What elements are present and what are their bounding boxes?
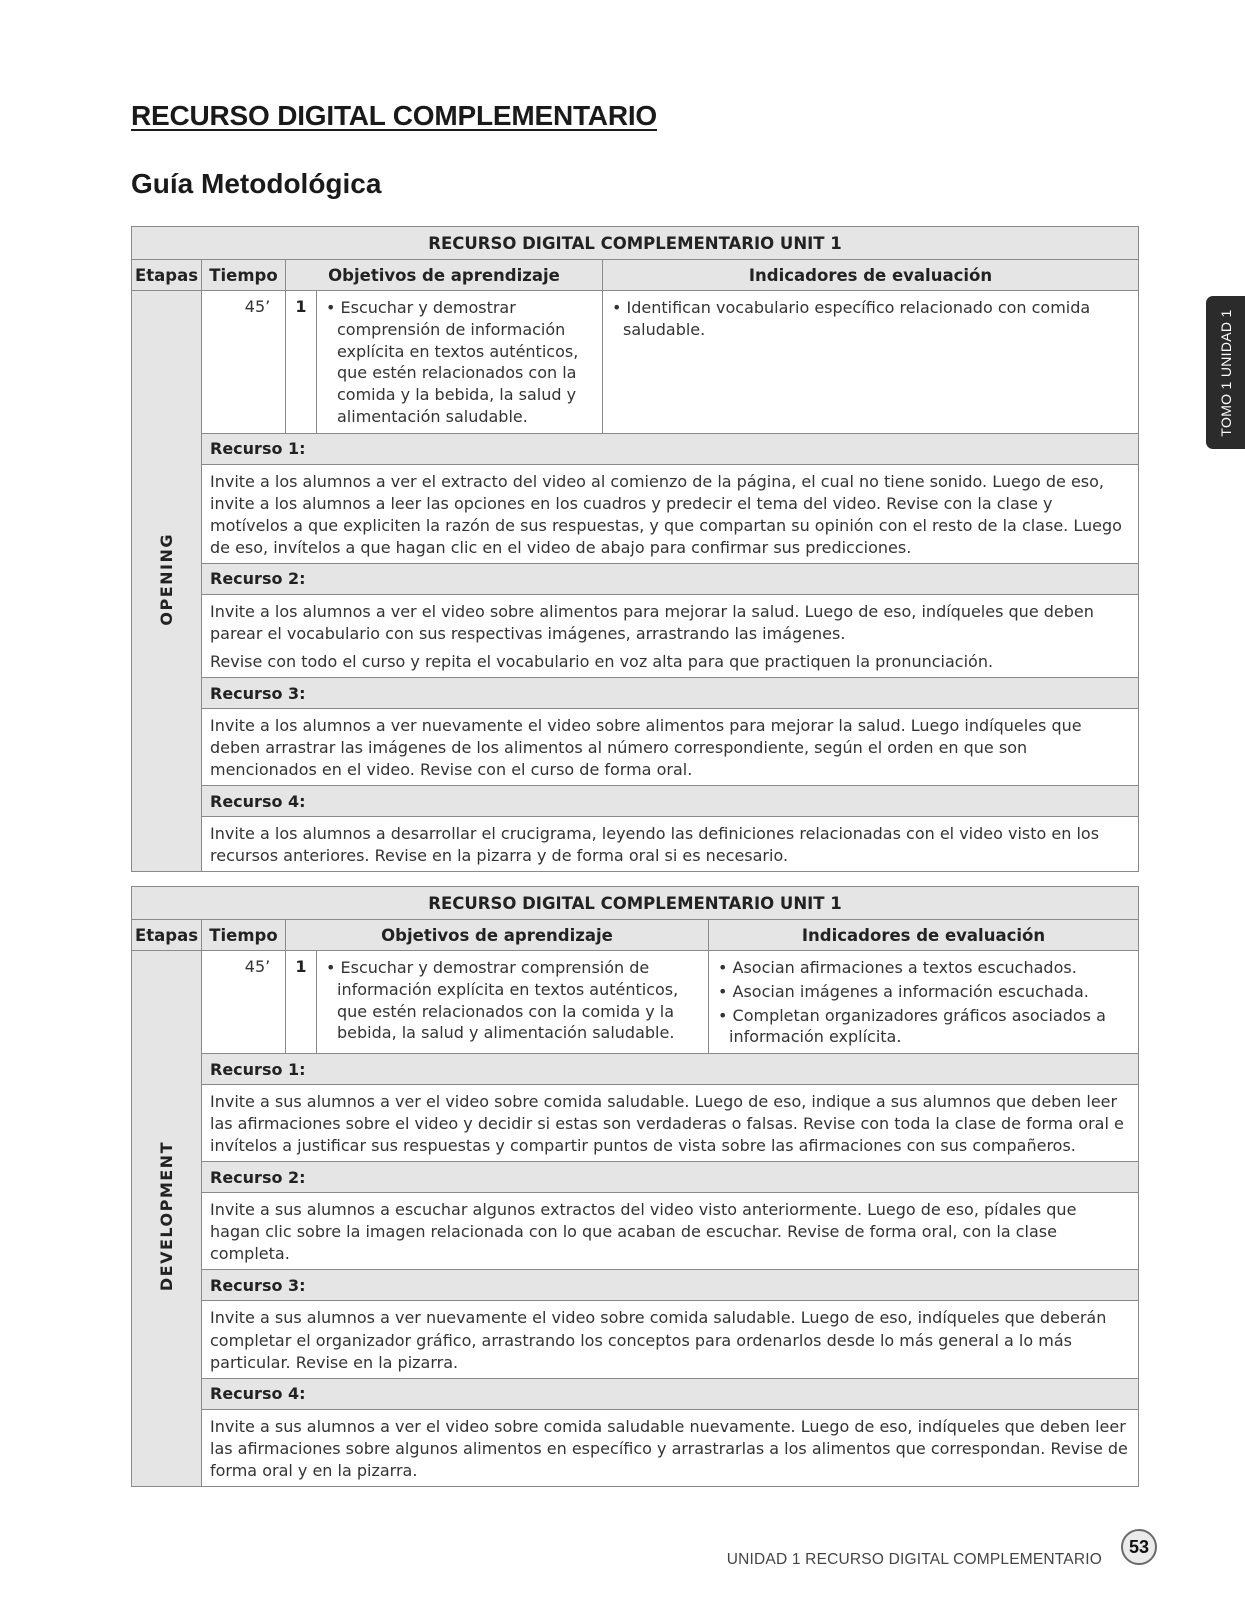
col-header-stage: Etapas xyxy=(132,920,202,951)
objectives-cell xyxy=(317,951,709,1054)
stage-label: OPENING xyxy=(157,532,176,626)
resource-heading: Recurso 3: xyxy=(202,1270,1139,1301)
indicators-cell xyxy=(709,951,1139,1054)
side-tab-label: TOMO 1 UNIDAD 1 xyxy=(1217,308,1234,437)
objective-number: 1 xyxy=(286,951,317,1054)
table-header: RECURSO DIGITAL COMPLEMENTARIO UNIT 1 xyxy=(132,887,1139,920)
indicator-item: • Asocian imágenes a información escuchada. xyxy=(718,981,1089,1001)
stage-cell xyxy=(132,291,202,872)
resource-heading: Recurso 1: xyxy=(202,433,1139,464)
resource-text: Invite a sus alumnos a escuchar algunos extractos del video visto anteriormente. Luego de eso, pídales que hagan clic sobre la imagen relacionada con lo que acaban de escuchar. Revise de forma oral, con la clase completa. xyxy=(202,1193,1139,1270)
col-header-objectives: Objetivos de aprendizaje xyxy=(286,920,709,951)
table-header: RECURSO DIGITAL COMPLEMENTARIO UNIT 1 xyxy=(132,227,1139,260)
resource-text: Invite a sus alumnos a ver nuevamente el video sobre comida saludable. Luego de eso, indíqueles que deberán completar el organizador gráfico, arrastrando los conceptos para ordenarlos desde lo más general a lo más particular. Revise en la pizarra. xyxy=(202,1301,1139,1378)
time-cell: 45’ xyxy=(202,291,286,434)
stage-cell xyxy=(132,951,202,1487)
resource-heading: Recurso 4: xyxy=(202,786,1139,817)
objectives-cell xyxy=(317,291,603,434)
indicator-item: • Completan organizadores gráficos asociados a información explícita. xyxy=(718,1005,1106,1047)
resource-text: Invite a los alumnos a desarrollar el crucigrama, leyendo las definiciones relacionadas con el video visto en los recursos anteriores. Revise en la pizarra y de forma oral si es necesario. xyxy=(202,817,1139,872)
col-header-time: Tiempo xyxy=(202,260,286,291)
side-tab xyxy=(1206,296,1245,449)
col-header-indicators: Indicadores de evaluación xyxy=(709,920,1139,951)
col-header-indicators: Indicadores de evaluación xyxy=(603,260,1139,291)
resource-text: Invite a sus alumnos a ver el video sobre comida saludable nuevamente. Luego de eso, indíqueles que deben leer las afirmaciones sobre algunos alimentos en específico y arrastrarlas a los alimentos que correspondan. Revise de forma oral y en la pizarra. xyxy=(202,1409,1139,1486)
stage-label: DEVELOPMENT xyxy=(157,1141,176,1292)
time-cell: 45’ xyxy=(202,951,286,1054)
resource-heading: Recurso 2: xyxy=(202,1162,1139,1193)
resource-heading: Recurso 4: xyxy=(202,1378,1139,1409)
resource-heading: Recurso 3: xyxy=(202,678,1139,709)
objective-item: • Escuchar y demostrar comprensión de información explícita en textos auténticos, que estén relacionados con la comida y la bebida, la salud y alimentación saludable. xyxy=(326,298,579,426)
guide-table-development xyxy=(131,886,1139,1487)
indicator-item: • Asocian afirmaciones a textos escuchados. xyxy=(718,958,1077,977)
resource-text: Invite a los alumnos a ver el extracto del video al comienzo de la página, el cual no tiene sonido. Luego de eso, invite a los alumnos a leer las opciones en los cuadros y predecir el tema del video. Revise con la clase y motívelos a que expliciten la razón de sus respuestas, y que compartan su opinión con el resto de la clase. Luego de eso, invítelos a que hagan clic en el video de abajo para confirmar sus predicciones. xyxy=(202,464,1139,563)
objective-number: 1 xyxy=(286,291,317,434)
indicator-item: • Identifican vocabulario específico relacionado con comida saludable. xyxy=(612,298,1091,339)
col-header-objectives: Objetivos de aprendizaje xyxy=(286,260,603,291)
page-subtitle: Guía Metodológica xyxy=(131,168,382,199)
objective-item: • Escuchar y demostrar comprensión de información explícita en textos auténticos, que estén relacionados con la comida y la bebida, la salud y alimentación saludable. xyxy=(326,958,679,1043)
resource-text: Invite a los alumnos a ver nuevamente el video sobre alimentos para mejorar la salud. Luego indíqueles que deben arrastrar las imágenes de los alimentos al número correspondiente, según el orden en que son mencionados en el video. Revise con el curso de forma oral. xyxy=(202,709,1139,786)
resource-heading: Recurso 2: xyxy=(202,563,1139,594)
page-number: 53 xyxy=(1121,1529,1157,1565)
page-title: RECURSO DIGITAL COMPLEMENTARIO xyxy=(131,100,658,131)
guide-table-opening xyxy=(131,226,1139,872)
col-header-time: Tiempo xyxy=(202,920,286,951)
indicators-cell xyxy=(603,291,1139,434)
resource-text: Invite a los alumnos a ver el video sobre alimentos para mejorar la salud. Luego de eso, indíqueles que deben parear el vocabulario con sus respectivas imágenes, arrastrando las imágenes. Revise con todo el curso y repita el vocabulario en voz alta para que practiquen la pronunciación. xyxy=(202,594,1139,677)
resource-text: Invite a sus alumnos a ver el video sobre comida saludable. Luego de eso, indique a sus alumnos que deben leer las afirmaciones sobre el video y decidir si estas son verdaderas o falsas. Revise con toda la clase de forma oral e invítelos a justificar sus respuestas y compartir puntos de vista sobre las afirmaciones con sus compañeros. xyxy=(202,1085,1139,1162)
resource-heading: Recurso 1: xyxy=(202,1054,1139,1085)
page-footer: UNIDAD 1 RECURSO DIGITAL COMPLEMENTARIO xyxy=(726,1551,1102,1568)
col-header-stage: Etapas xyxy=(132,260,202,291)
